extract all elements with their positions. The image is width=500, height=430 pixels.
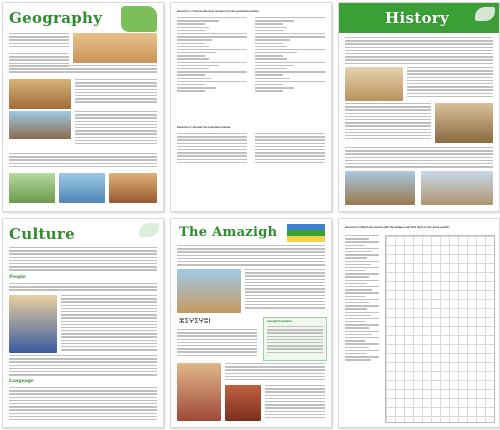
oasis-image: [9, 173, 55, 203]
camel-image: [9, 79, 71, 109]
page-amazigh: [170, 218, 332, 428]
arch-image: [435, 103, 493, 143]
body-text: [9, 283, 157, 293]
exercise-3-title: Exercise 3: Match the words with the images and find them in the word search.: [345, 225, 450, 229]
body-text: [61, 295, 157, 353]
tifinagh-script: ⵣⵉⵖⵉⵖⵓⵏ: [179, 318, 211, 325]
body-text: [225, 363, 325, 383]
page-title: The Amazigh: [179, 225, 278, 240]
map-algeria-image: [121, 6, 157, 32]
page-exercises: [170, 2, 332, 212]
intro-text: [9, 33, 69, 51]
page-title: History: [385, 9, 449, 27]
body-text: [75, 79, 157, 109]
mountain-image: [9, 111, 71, 139]
rock-image: [109, 173, 157, 203]
section-heading-people: People: [9, 275, 26, 280]
coast-image: [59, 173, 105, 203]
body-text: [345, 37, 493, 65]
body-text: [265, 385, 325, 421]
body-text: [407, 67, 493, 101]
word-search-grid: [385, 235, 495, 423]
body-text: [9, 387, 157, 423]
questions-right: [255, 17, 325, 117]
carpet-image: [225, 385, 261, 421]
ruins-image: [345, 67, 403, 101]
answers-left: [177, 133, 247, 169]
mosque-image: [421, 171, 493, 205]
word-list: [345, 235, 379, 365]
page-geography: [2, 2, 164, 212]
population-box: [263, 317, 327, 361]
fort-image: [345, 171, 415, 205]
leaf-icon: [139, 223, 159, 237]
answers-right: [255, 133, 325, 169]
exercise-1-title: Exercise 1: Choose the best answers for the questions below.: [177, 9, 260, 13]
body-text: [245, 269, 325, 313]
body-text: [345, 147, 493, 169]
section-heading-language: Language: [9, 379, 34, 384]
amazigh-flag-image: [287, 224, 325, 242]
population-list: [267, 326, 323, 358]
page-history: [338, 2, 500, 212]
page-culture: [2, 218, 164, 428]
body-text: [177, 329, 257, 359]
body-text: [177, 245, 325, 267]
village-image: [177, 269, 241, 313]
body-text: [9, 355, 157, 377]
page-matching: [338, 218, 500, 428]
tuareg-image: [9, 295, 57, 353]
population-box-title: Amazigh Population: [267, 320, 292, 323]
woman-image: [177, 363, 221, 421]
page-title: Geography: [9, 9, 103, 27]
exercise-2-title: Exercise 2: Answer the questions below.: [177, 125, 231, 129]
body-text: [75, 111, 157, 151]
page-title: Culture: [9, 225, 75, 243]
dunes-image: [73, 33, 157, 63]
body-text: [9, 247, 157, 273]
body-text: [9, 153, 157, 171]
body-text: [345, 103, 431, 143]
body-text: [9, 65, 157, 77]
questions-left: [177, 17, 247, 117]
